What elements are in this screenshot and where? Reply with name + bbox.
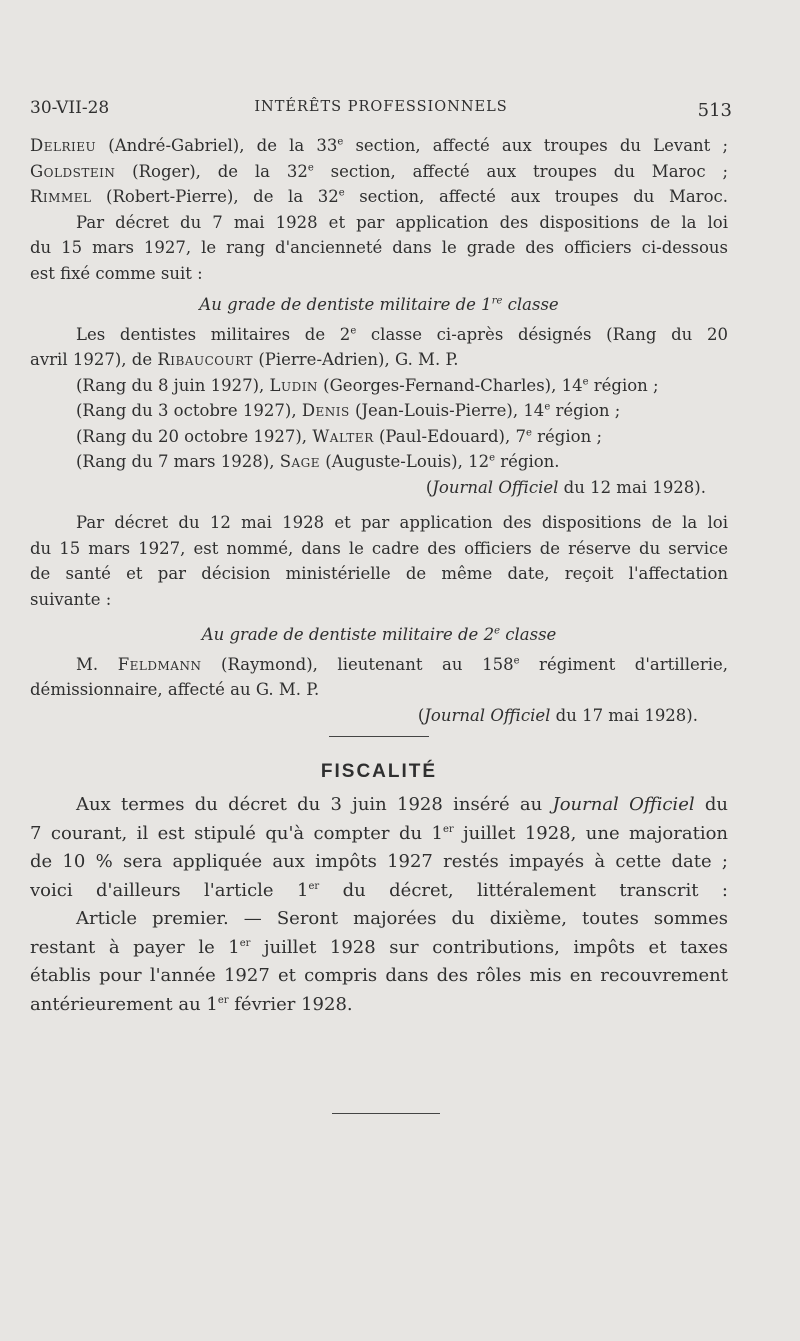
text-line <box>30 322 728 348</box>
end-divider <box>332 1113 440 1114</box>
source-citation <box>30 475 728 501</box>
text-line: établis pour l'année 1927 et compris dans des rôles mis en recouvrement <box>30 965 728 986</box>
text-fragment: (Auguste-Louis), 12 <box>320 452 490 471</box>
text-line <box>30 652 728 678</box>
person-name: Goldstein <box>30 161 116 181</box>
text-line <box>30 820 728 849</box>
superscript: e <box>338 187 345 199</box>
subheading-1re-classe <box>30 292 728 318</box>
source-citation <box>30 703 728 729</box>
text-fragment: section, affecté aux troupes du Levant ; <box>343 136 728 155</box>
page-number: 513 <box>697 100 732 121</box>
text-fragment: du 12 mai 1928). <box>558 477 706 497</box>
text-fragment: du 17 mai 1928). <box>550 705 698 725</box>
superscript: e <box>307 162 314 173</box>
person-name: Delrieu <box>30 136 97 155</box>
text-line <box>30 934 728 963</box>
superscript: e <box>350 325 357 336</box>
text-fragment: (Rang du 3 octobre 1927), <box>76 401 302 420</box>
text-fragment: région ; <box>588 375 659 395</box>
text-fragment: juillet 1928 sur contributions, impôts et taxes <box>250 936 728 958</box>
text-line: Par décret du 7 mai 1928 et par application des dispositions de la loi <box>76 212 728 232</box>
text-fragment: (Roger), de la 32 <box>115 161 308 181</box>
text-fragment: restant à payer le 1 <box>30 936 240 958</box>
text-fragment: ( <box>425 477 433 497</box>
text-fragment: Au grade de dentiste militaire de 2 <box>201 625 495 644</box>
text-line: de santé et par décision ministérielle de même date, reçoit l'affectation <box>30 564 728 583</box>
text-fragment: Au grade de dentiste militaire de 1 <box>199 295 492 314</box>
superscript: e <box>544 401 551 413</box>
text-fragment: section, affecté aux troupes du Maroc ; <box>313 161 728 181</box>
superscript: er <box>308 880 320 892</box>
text-line: de 10 % sera appliquée aux impôts 1927 restés impayés à cette date ; <box>30 851 728 872</box>
text-fragment: classe <box>502 295 559 314</box>
text-fragment: classe ci-après désignés (Rang du 20 <box>356 324 728 344</box>
text-fragment: section, affecté aux troupes du Maroc. <box>344 187 728 206</box>
text-fragment: (Paul-Edouard), 7 <box>373 426 526 446</box>
journal-title: Journal Officiel <box>424 705 551 725</box>
superscript: e <box>513 655 520 666</box>
text-line <box>30 347 728 373</box>
text-line: du 15 mars 1927, est nommé, dans le cadre des officiers de réserve du service <box>30 538 728 558</box>
person-name: Denis <box>301 401 350 420</box>
text-fragment: du <box>694 794 728 815</box>
rank-line <box>30 373 728 399</box>
text-fragment: voici d'ailleurs l'article 1 <box>30 879 309 901</box>
text-fragment: antérieurement au 1 <box>30 993 218 1015</box>
superscript: er <box>239 937 251 949</box>
person-name: Rimmel <box>30 187 92 206</box>
text-fragment: classe <box>500 625 557 644</box>
text-line <box>30 159 728 185</box>
journal-title: Journal Officiel <box>432 477 559 497</box>
section-title: FISCALITÉ <box>320 761 438 782</box>
text-fragment: juillet 1928, une majoration <box>453 822 728 844</box>
rank-line <box>30 398 728 424</box>
text-fragment: du décret, littéralement transcrit : <box>319 879 728 901</box>
subheading-2e-classe <box>30 622 728 648</box>
text-line <box>30 877 728 906</box>
text-line <box>30 991 728 1020</box>
superscript: e <box>489 452 495 464</box>
text-fragment: (Pierre-Adrien), G. M. P. <box>253 350 459 369</box>
text-fragment: région ; <box>550 401 621 420</box>
person-name: Ribaucourt <box>157 350 254 369</box>
text-line: suivante : <box>30 589 112 609</box>
rank-line <box>30 424 728 450</box>
text-fragment: Aux termes du décret du 3 juin 1928 inséré au <box>76 794 553 815</box>
text-line: démissionnaire, affecté au G. M. P. <box>30 680 320 699</box>
text-line: Par décret du 12 mai 1928 et par application des dispositions de la loi <box>76 513 728 532</box>
superscript: re <box>491 295 503 307</box>
fiscalite-paragraph <box>30 791 728 1019</box>
text-fragment: régiment d'artillerie, <box>519 654 728 674</box>
text-line <box>30 791 728 820</box>
text-fragment: (Rang du 20 octobre 1927), <box>76 426 313 446</box>
superscript: e <box>494 625 500 637</box>
page-body <box>30 133 728 1114</box>
text-fragment: (André-Gabriel), de la 33 <box>96 136 338 155</box>
divider <box>329 736 429 737</box>
text-line: Article premier. — Seront majorées du dixième, toutes sommes <box>76 908 728 929</box>
text-fragment: (Rang du 7 mars 1928), <box>76 452 280 471</box>
superscript: e <box>582 376 589 387</box>
text-fragment: 7 courant, il est stipulé qu'à compter du 1 <box>30 822 443 844</box>
person-name: Ludin <box>269 375 318 395</box>
header-date: 30-VII-28 <box>30 98 110 118</box>
superscript: er <box>442 823 454 835</box>
header-title: INTÉRÊTS PROFESSIONNELS <box>254 99 508 115</box>
text-fragment: (Raymond), lieutenant au 158 <box>201 654 514 674</box>
text-fragment: (Jean-Louis-Pierre), 14 <box>349 401 545 420</box>
text-fragment: M. <box>76 654 118 674</box>
person-name: Feldmann <box>117 654 202 674</box>
rank-line <box>30 449 728 475</box>
superscript: er <box>217 994 229 1006</box>
text-line: du 15 mars 1927, le rang d'ancienneté dans le grade des officiers ci-dessous <box>30 238 728 257</box>
text-line <box>30 184 728 210</box>
text-fragment: (Rang du 8 juin 1927), <box>76 375 270 395</box>
person-name: Walter <box>312 426 374 446</box>
text-fragment: Les dentistes militaires de 2 <box>76 324 351 344</box>
text-line <box>30 133 728 159</box>
text-fragment: avril 1927), de <box>30 350 158 369</box>
text-fragment: février 1928. <box>228 993 353 1015</box>
text-fragment: (Georges-Fernand-Charles), 14 <box>317 375 583 395</box>
superscript: e <box>337 136 344 148</box>
person-name: Sage <box>279 452 321 471</box>
text-fragment: ( <box>417 705 425 725</box>
text-line: est fixé comme suit : <box>30 263 203 283</box>
superscript: e <box>525 427 532 438</box>
journal-title: Journal Officiel <box>552 794 695 815</box>
text-fragment: région ; <box>531 426 603 446</box>
text-fragment: région. <box>495 452 560 471</box>
running-header <box>30 98 732 122</box>
text-fragment: (Robert-Pierre), de la 32 <box>91 187 339 206</box>
